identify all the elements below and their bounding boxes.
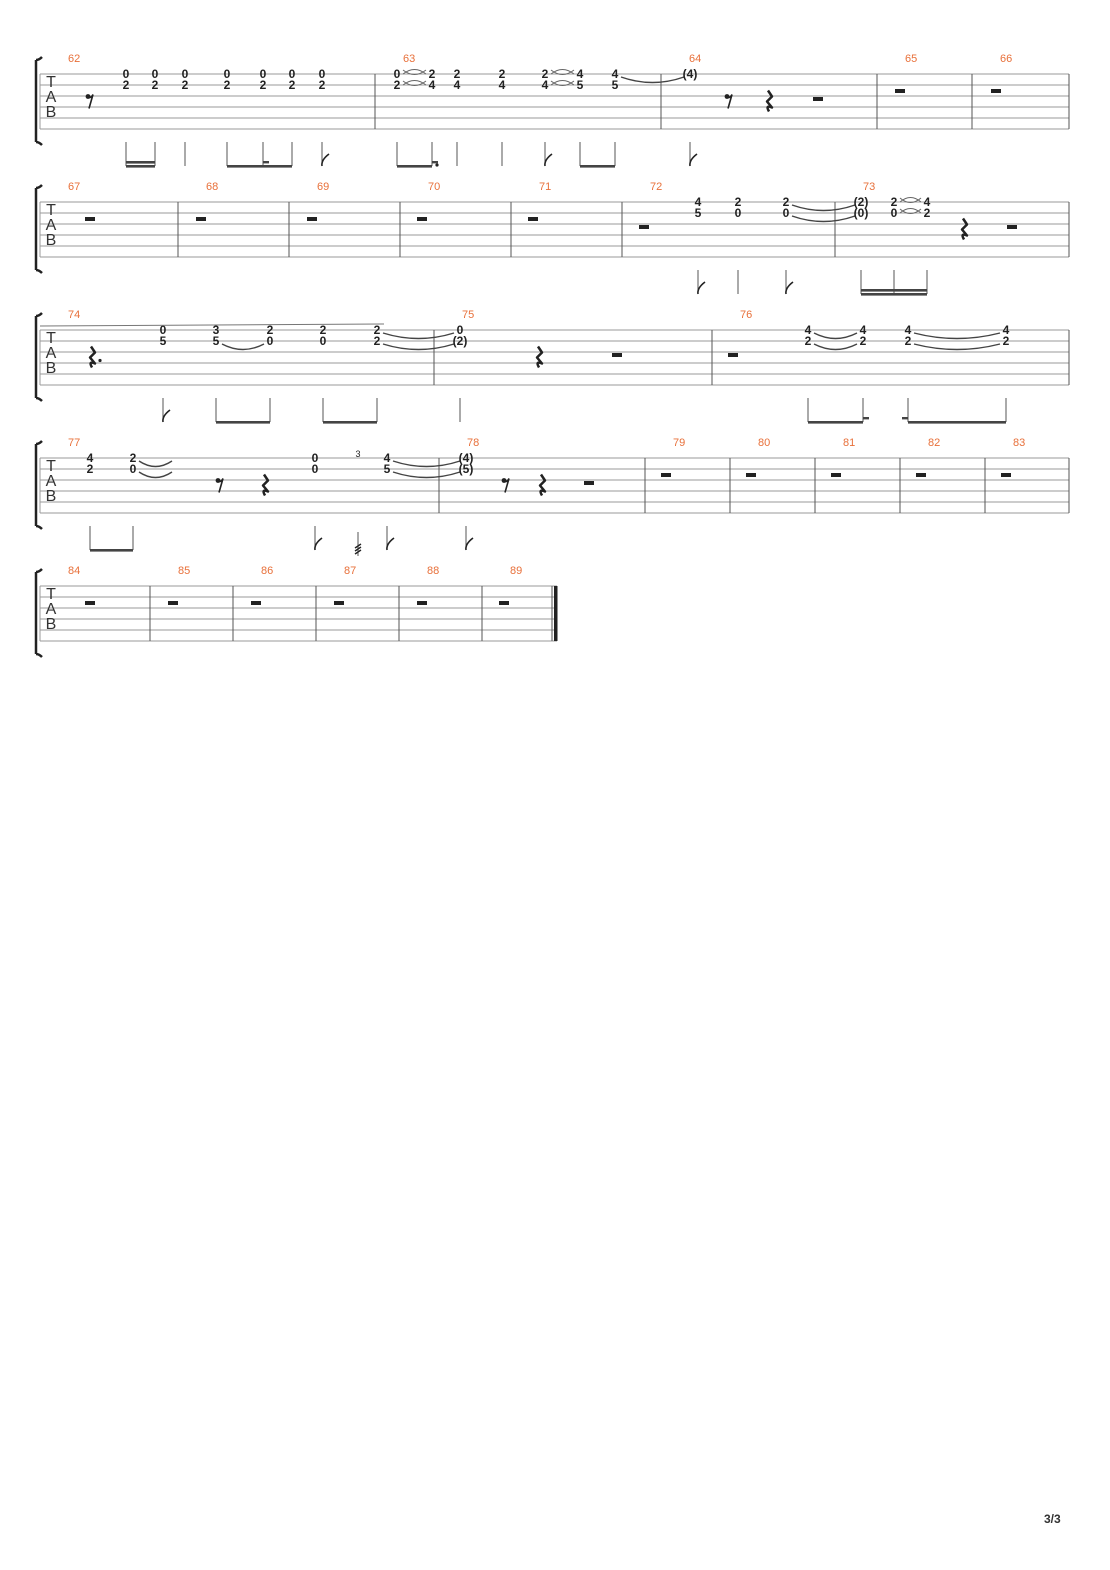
- tab-system-3: [36, 309, 1069, 424]
- half-rest: [728, 353, 738, 357]
- beam: [580, 165, 615, 168]
- fret-number: 0: [259, 67, 267, 81]
- whole-rest: [334, 601, 344, 605]
- fret-number: 2: [890, 195, 898, 209]
- tab-system-5: [36, 565, 558, 657]
- measure-69: [307, 181, 329, 221]
- whole-rest: [831, 473, 841, 477]
- measure-83: [1001, 437, 1025, 477]
- measure-73: [854, 181, 1017, 296]
- measure-number: 73: [863, 181, 876, 193]
- fret-number: 2: [373, 323, 381, 337]
- beam: [126, 165, 155, 168]
- tab-system-4: [36, 437, 1069, 556]
- fret-number: 0: [181, 67, 189, 81]
- tab-clef-b: B: [45, 488, 57, 505]
- fret-number: 5: [212, 334, 220, 348]
- measure-number: 76: [740, 309, 753, 321]
- fret-number: 0: [890, 206, 898, 220]
- measure-number: 86: [261, 565, 274, 577]
- eighth-flag: [322, 154, 329, 166]
- fret-number: 2: [129, 451, 137, 465]
- tuplet-number: 3: [355, 449, 361, 459]
- measure-81: [831, 437, 855, 477]
- whole-rest: [251, 601, 261, 605]
- quarter-rest: [767, 91, 772, 112]
- fret-number: 4: [694, 195, 702, 209]
- slide-arc: [900, 209, 921, 214]
- fret-number: 2: [453, 67, 461, 81]
- whole-rest: [1001, 473, 1011, 477]
- whole-rest: [499, 601, 509, 605]
- fret-number: 5: [159, 334, 167, 348]
- fret-number: 4: [923, 195, 931, 209]
- tab-clef-b: B: [45, 104, 57, 121]
- measure-71: [528, 181, 551, 221]
- measure-number: 78: [467, 437, 480, 449]
- beam: [227, 165, 292, 168]
- whole-rest: [196, 217, 206, 221]
- fret-number: 5: [611, 78, 619, 92]
- fret-number: (5): [458, 462, 474, 476]
- fret-number: 2: [122, 78, 130, 92]
- page-number: 3/3: [1044, 1512, 1061, 1526]
- beam-secondary: [126, 161, 155, 164]
- fret-number: 0: [311, 451, 319, 465]
- beam-stub: [863, 417, 869, 419]
- fret-number: 4: [541, 78, 549, 92]
- measure-77: [68, 437, 460, 556]
- tab-clef-t: T: [46, 202, 56, 219]
- eighth-flag: [690, 154, 697, 166]
- whole-rest: [307, 217, 317, 221]
- measure-87: [334, 565, 356, 605]
- whole-rest: [528, 217, 538, 221]
- tie-arc: [383, 333, 454, 339]
- beam-secondary: [861, 289, 927, 292]
- fret-number: 0: [318, 67, 326, 81]
- fret-number: 0: [122, 67, 130, 81]
- fret-number: 2: [923, 206, 931, 220]
- measure-82: [916, 437, 940, 477]
- fret-number: 4: [383, 451, 391, 465]
- system-bracket: [36, 441, 42, 529]
- tie-arc: [914, 333, 1000, 339]
- half-rest: [639, 225, 649, 229]
- half-rest: [584, 481, 594, 485]
- fret-number: 2: [393, 78, 401, 92]
- measure-number: 89: [510, 565, 523, 577]
- half-rest: [813, 97, 823, 101]
- fret-number: 2: [86, 462, 94, 476]
- fret-number: 4: [611, 67, 619, 81]
- measure-number: 82: [928, 437, 941, 449]
- measure-88: [417, 565, 439, 605]
- fret-number: 4: [804, 323, 812, 337]
- measure-66: [991, 53, 1012, 93]
- measure-number: 85: [178, 565, 191, 577]
- quarter-rest: [90, 347, 95, 368]
- fret-number: 2: [734, 195, 742, 209]
- fret-number: 0: [159, 323, 167, 337]
- measure-number: 83: [1013, 437, 1026, 449]
- beam: [90, 549, 133, 552]
- fret-number: 2: [259, 78, 267, 92]
- tab-clef-t: T: [46, 458, 56, 475]
- fret-number: (4): [458, 451, 474, 465]
- eighth-flag: [698, 282, 705, 294]
- final-barline-thick: [554, 586, 558, 641]
- measure-number: 75: [462, 309, 475, 321]
- fret-number: 2: [541, 67, 549, 81]
- measure-number: 71: [539, 181, 552, 193]
- beam: [216, 421, 270, 424]
- tab-system-1: [36, 53, 1069, 168]
- tab-clef-a: A: [45, 473, 57, 490]
- measure-75: [453, 309, 622, 422]
- fret-number: 0: [311, 462, 319, 476]
- measure-number: 64: [689, 53, 702, 65]
- fret-number: 4: [453, 78, 461, 92]
- half-rest: [1007, 225, 1017, 229]
- fret-number: 2: [498, 67, 506, 81]
- measure-89: [499, 565, 522, 605]
- fret-number: 0: [456, 323, 464, 337]
- measure-number: 72: [650, 181, 663, 193]
- tab-clef-t: T: [46, 586, 56, 603]
- fret-number: 2: [373, 334, 381, 348]
- whole-rest: [746, 473, 756, 477]
- measure-72: [639, 181, 855, 294]
- measure-65: [895, 53, 917, 93]
- tie-arc: [393, 461, 460, 467]
- measure-number: 66: [1000, 53, 1013, 65]
- duration-dot: [435, 163, 438, 166]
- fret-number: 0: [393, 67, 401, 81]
- fret-number: (0): [853, 206, 869, 220]
- fret-number: 0: [782, 206, 790, 220]
- tab-clef-b: B: [45, 616, 57, 633]
- fret-number: 4: [1002, 323, 1010, 337]
- tie-arc: [814, 333, 857, 339]
- beam: [808, 421, 863, 424]
- beam: [397, 165, 432, 168]
- fret-number: 2: [1002, 334, 1010, 348]
- measure-86: [251, 565, 273, 605]
- whole-rest: [916, 473, 926, 477]
- slide-arc: [551, 70, 574, 75]
- measure-79: [661, 437, 685, 477]
- tie-arc: [393, 472, 460, 478]
- whole-rest: [168, 601, 178, 605]
- tab-clef-a: A: [45, 601, 57, 618]
- fret-number: 2: [318, 78, 326, 92]
- system-bracket: [36, 185, 42, 273]
- eighth-flag: [163, 410, 170, 422]
- whole-rest: [85, 601, 95, 605]
- whole-rest: [85, 217, 95, 221]
- beam: [908, 421, 1006, 424]
- tie-arc: [792, 205, 855, 211]
- fret-number: 2: [804, 334, 812, 348]
- measure-number: 67: [68, 181, 81, 193]
- measure-number: 70: [428, 181, 441, 193]
- tab-clef-t: T: [46, 330, 56, 347]
- beam-stub: [263, 161, 269, 163]
- slide-arc: [403, 81, 426, 86]
- fret-number: 0: [266, 334, 274, 348]
- measure-62: [68, 53, 329, 168]
- tie-arc: [814, 344, 857, 350]
- rest-dot: [98, 359, 101, 362]
- measure-number: 65: [905, 53, 918, 65]
- tab-clef-b: B: [45, 360, 57, 377]
- slide-arc: [900, 198, 921, 203]
- measure-number: 62: [68, 53, 81, 65]
- measure-number: 77: [68, 437, 81, 449]
- measure-number: 63: [403, 53, 416, 65]
- fret-number: 4: [86, 451, 94, 465]
- fret-number: 0: [223, 67, 231, 81]
- whole-rest: [417, 601, 427, 605]
- measure-70: [417, 181, 440, 221]
- quarter-rest: [962, 219, 967, 240]
- measure-number: 81: [843, 437, 856, 449]
- half-rest: [612, 353, 622, 357]
- fret-number: 0: [734, 206, 742, 220]
- tie-arc: [139, 461, 172, 467]
- measure-64: [683, 53, 823, 166]
- tie-arc: [222, 344, 264, 350]
- whole-rest: [417, 217, 427, 221]
- fret-number: 0: [151, 67, 159, 81]
- measure-78: [459, 437, 594, 550]
- whole-rest: [661, 473, 671, 477]
- fret-number: 4: [428, 78, 436, 92]
- fret-number: 2: [428, 67, 436, 81]
- fret-number: (2): [853, 195, 869, 209]
- measure-number: 87: [344, 565, 357, 577]
- system-bracket: [36, 569, 42, 657]
- eighth-flag: [545, 154, 552, 166]
- tab-clef-t: T: [46, 74, 56, 91]
- fret-number: 0: [288, 67, 296, 81]
- measure-number: 88: [427, 565, 440, 577]
- measure-84: [68, 565, 95, 605]
- fret-number: 2: [782, 195, 790, 209]
- beam: [861, 293, 927, 296]
- fret-number: (4): [682, 67, 698, 81]
- fret-number: 0: [129, 462, 137, 476]
- measure-80: [746, 437, 770, 477]
- slide-arc: [551, 81, 574, 86]
- system-bracket: [36, 57, 42, 145]
- tie-arc: [914, 344, 1000, 350]
- measure-74: [68, 309, 454, 424]
- fret-number: 2: [151, 78, 159, 92]
- fret-number: 2: [266, 323, 274, 337]
- fret-number: 3: [212, 323, 220, 337]
- eighth-flag: [466, 538, 473, 550]
- fret-number: (2): [452, 334, 468, 348]
- tie-arc: [139, 472, 172, 478]
- fret-number: 2: [904, 334, 912, 348]
- fret-number: 4: [576, 67, 584, 81]
- whole-rest: [991, 89, 1001, 93]
- tab-clef-a: A: [45, 89, 57, 106]
- measure-63: [394, 53, 684, 168]
- tie-arc: [621, 77, 684, 83]
- beam: [323, 421, 377, 424]
- tie-arc: [792, 216, 855, 222]
- beam-stub: [902, 417, 908, 419]
- eighth-flag: [387, 538, 394, 550]
- measure-number: 79: [673, 437, 686, 449]
- measure-number: 68: [206, 181, 219, 193]
- fret-number: 2: [223, 78, 231, 92]
- tab-clef-a: A: [45, 345, 57, 362]
- tab-clef-b: B: [45, 232, 57, 249]
- slide-arc: [403, 70, 426, 75]
- tab-system-2: [36, 181, 1069, 296]
- fret-number: 4: [904, 323, 912, 337]
- beam-stub: [432, 161, 438, 163]
- quarter-rest: [263, 475, 268, 496]
- measure-number: 84: [68, 565, 81, 577]
- fret-number: 2: [859, 334, 867, 348]
- fret-number: 4: [859, 323, 867, 337]
- fret-number: 5: [694, 206, 702, 220]
- measure-68: [196, 181, 218, 221]
- fret-number: 2: [319, 323, 327, 337]
- tie-arc: [383, 344, 454, 350]
- whole-rest: [895, 89, 905, 93]
- measure-85: [168, 565, 190, 605]
- measure-number: 74: [68, 309, 81, 321]
- fret-number: 5: [383, 462, 391, 476]
- tab-clef-a: A: [45, 217, 57, 234]
- fret-number: 0: [319, 334, 327, 348]
- measure-number: 80: [758, 437, 771, 449]
- fret-number: 5: [576, 78, 584, 92]
- fret-number: 2: [288, 78, 296, 92]
- measure-67: [68, 181, 95, 221]
- quarter-rest: [537, 347, 542, 368]
- measure-76: [728, 309, 1010, 424]
- quarter-rest: [540, 475, 545, 496]
- eighth-flag: [786, 282, 793, 294]
- fret-number: 4: [498, 78, 506, 92]
- fret-number: 2: [181, 78, 189, 92]
- eighth-flag: [315, 538, 322, 550]
- measure-number: 69: [317, 181, 330, 193]
